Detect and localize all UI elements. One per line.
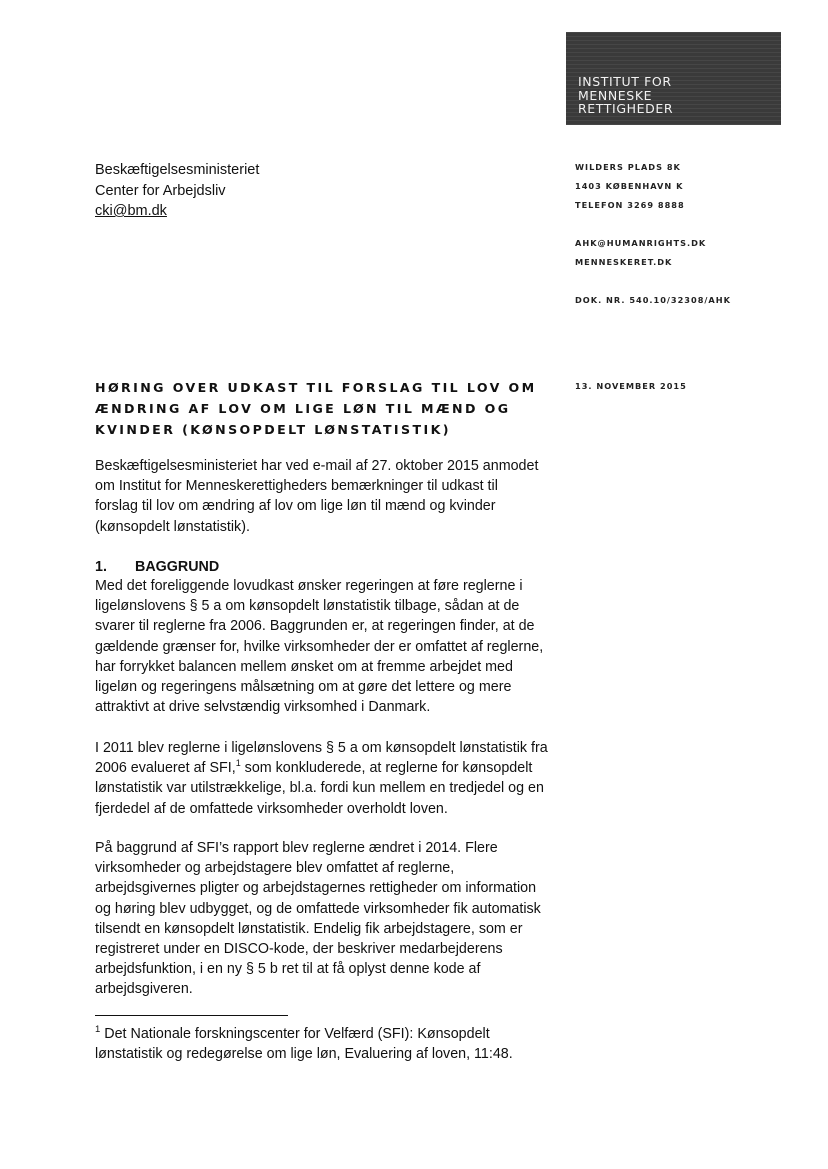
- background-paragraph-2: [95, 738, 548, 819]
- text-line: om Institut for Menneskerettigheders bemærkninger til udkast til: [95, 478, 498, 495]
- footnote: [95, 1024, 513, 1064]
- document-title: [95, 377, 545, 440]
- text-line: forslag til lov om ændring af lov om lige løn til mænd og kvinder: [95, 498, 496, 515]
- logo-wordmark: [578, 75, 673, 116]
- sender-phone: TELEFON 3269 8888: [575, 200, 685, 210]
- section-heading: [95, 559, 219, 575]
- text-line: arbejdsfunktion, i en ny § 5 b ret til at få oplyst denne kode af: [95, 961, 481, 978]
- text-line: I 2011 blev reglerne i ligelønslovens § 5 a om kønsopdelt lønstatistik fra: [95, 740, 548, 756]
- title-line: HØRING OVER UDKAST TIL FORSLAG TIL LOV OM: [95, 380, 537, 395]
- document-number: DOK. NR. 540.10/32308/AHK: [575, 295, 731, 305]
- text-line: fjerdedel af de omfattede virksomheder overholdt loven.: [95, 800, 448, 817]
- text-line: svarer til reglerne fra 2006. Baggrunden er, at regeringen finder, at de: [95, 618, 535, 635]
- title-line: KVINDER (KØNSOPDELT LØNSTATISTIK): [95, 422, 451, 437]
- text-line: lønstatistik var utilstrækkelige, bl.a. fordi kun mellem en tredjedel og en: [95, 780, 544, 797]
- text-line: På baggrund af SFI’s rapport blev reglerne ændret i 2014. Flere: [95, 840, 498, 856]
- sender-address-line1: WILDERS PLADS 8K: [575, 162, 681, 172]
- text-line: arbejdsgivernes pligter og arbejdstagernes rettigheder om information: [95, 880, 537, 897]
- text-line: attraktivt at drive selvstændig virksomhed i Danmark.: [95, 699, 431, 716]
- footnote-separator: [95, 1015, 288, 1016]
- text-line: tilsendt en kønsopdelt lønstatistik. Endelig fik arbejdstagere, som er: [95, 920, 523, 937]
- text-fragment: som konkluderede, at reglerne for kønsopdelt: [240, 760, 533, 777]
- sender-info: [575, 162, 731, 314]
- text-line: (kønsopdelt lønstatistik).: [95, 518, 250, 535]
- intro-paragraph: [95, 456, 538, 537]
- logo-line: RETTIGHEDER: [578, 101, 674, 116]
- text-line: ligeløn og regeringens målsætning om at gøre det lettere og mere: [95, 679, 512, 696]
- sender-website: MENNESKERET.DK: [575, 257, 673, 267]
- letter-date: 13. NOVEMBER 2015: [575, 381, 687, 391]
- text-fragment: 2006 evalueret af SFI,: [95, 760, 236, 777]
- text-line: gældende grænser for, hvilke virksomheder der er omfattet af reglerne,: [95, 638, 544, 655]
- text-line: [95, 758, 548, 778]
- title-line: ÆNDRING AF LOV OM LIGE LØN TIL MÆND OG: [95, 401, 511, 416]
- recipient-email-link[interactable]: cki@bm.dk: [95, 203, 167, 219]
- recipient-ministry: Beskæftigelsesministeriet: [95, 162, 260, 178]
- text-line: lønstatistik og redegørelse om lige løn, Evaluering af loven, 11:48.: [95, 1046, 513, 1063]
- text-line: [95, 1024, 513, 1044]
- text-line: registreret under en DISCO-kode, der beskriver medarbejderens: [95, 941, 503, 958]
- text-line: og høring blev udbygget, og de omfattede virksomheder fik automatisk: [95, 900, 541, 917]
- text-line: ligelønslovens § 5 a om kønsopdelt lønstatistik tilbage, sådan at de: [95, 598, 520, 615]
- background-paragraph-1: [95, 576, 543, 717]
- footnote-marker: 1: [95, 1024, 101, 1035]
- text-line: har forrykket balancen mellem ønsket om at fremme arbejdet med: [95, 658, 513, 675]
- text-fragment: Det Nationale forskningscenter for Velfærd (SFI): Kønsopdelt: [100, 1026, 490, 1042]
- section-number: 1.: [95, 559, 107, 575]
- sender-email: AHK@HUMANRIGHTS.DK: [575, 238, 707, 248]
- text-line: virksomheder og arbejdstagere blev omfattet af reglerne,: [95, 860, 455, 877]
- text-line: Beskæftigelsesministeriet har ved e-mail af 27. oktober 2015 anmodet: [95, 458, 539, 474]
- sender-address-line2: 1403 KØBENHAVN K: [575, 181, 684, 191]
- background-paragraph-3: [95, 838, 541, 1000]
- logo-line: MENNESKE: [578, 87, 653, 103]
- recipient-address: [95, 160, 259, 222]
- section-heading-text: BAGGRUND: [135, 559, 220, 575]
- institute-logo: [566, 32, 781, 125]
- logo-line: INSTITUT FOR: [578, 74, 672, 89]
- text-line: Med det foreliggende lovudkast ønsker regeringen at føre reglerne i: [95, 578, 523, 594]
- text-line: arbejdsgiveren.: [95, 981, 193, 998]
- recipient-department: Center for Arbejdsliv: [95, 182, 226, 199]
- footnote-reference: 1: [235, 758, 241, 769]
